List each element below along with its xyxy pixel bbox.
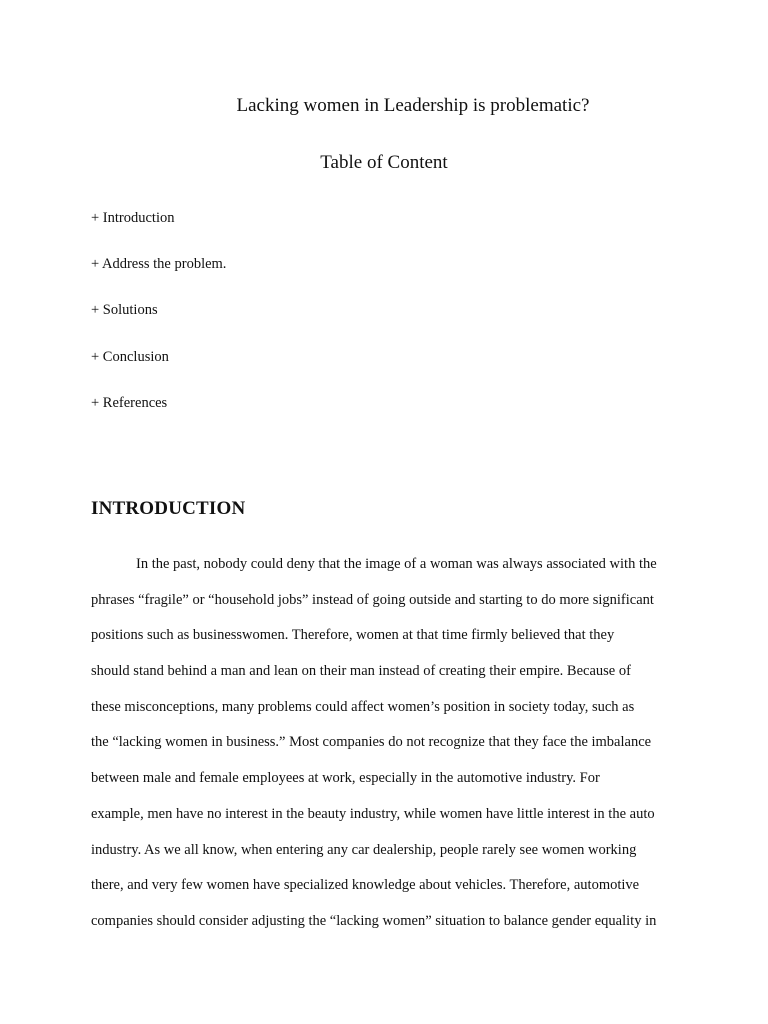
toc-item-conclusion: + Conclusion <box>91 348 169 365</box>
paragraph-line: In the past, nobody could deny that the image of a woman was always associated with the <box>136 556 657 572</box>
paragraph-line: companies should consider adjusting the “lacking women” situation to balance gender equality in <box>91 912 657 929</box>
section-heading-introduction: INTRODUCTION <box>91 498 246 519</box>
toc-heading: Table of Content <box>320 152 448 173</box>
table-of-contents <box>91 209 226 440</box>
paragraph-line: positions such as businesswomen. Therefore, women at that time firmly believed that they <box>91 627 615 644</box>
paragraph-line: there, and very few women have specialized knowledge about vehicles. Therefore, automotive <box>91 877 640 894</box>
paragraph-line: the “lacking women in business.” Most companies do not recognize that they face the imbalance <box>91 734 652 751</box>
paragraph-line: between male and female employees at work, especially in the automotive industry. For <box>91 770 600 787</box>
document-title: Lacking women in Leadership is problematic? <box>236 95 590 116</box>
paragraph-line: example, men have no interest in the beauty industry, while women have little interest in the auto <box>91 805 655 822</box>
toc-item-references: + References <box>91 394 168 411</box>
toc-item-address-problem: + Address the problem. <box>91 256 227 273</box>
paragraph-line: industry. As we all know, when entering any car dealership, people rarely see women working <box>91 841 637 858</box>
introduction-paragraph <box>91 553 691 946</box>
paragraph-line: should stand behind a man and lean on their man instead of creating their empire. Because of <box>91 663 631 680</box>
paragraph-line: these misconceptions, many problems could affect women’s position in society today, such as <box>91 698 635 715</box>
paragraph-line: phrases “fragile” or “household jobs” instead of going outside and starting to do more significant <box>91 591 654 608</box>
toc-item-solutions: + Solutions <box>91 302 158 319</box>
toc-item-introduction: + Introduction <box>91 210 175 226</box>
